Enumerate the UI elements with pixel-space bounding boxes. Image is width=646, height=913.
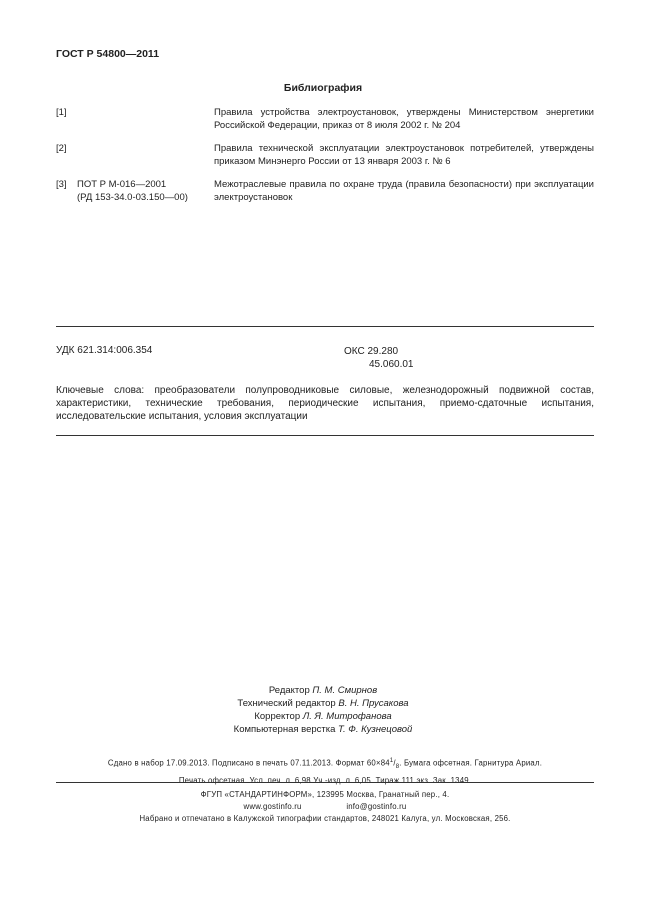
publisher-details (56, 789, 594, 825)
publication-line-1: Сдано в набор 17.09.2013. Подписано в печать 07.11.2013. Формат $60\times 84^1/_8$. Бумага офсетная. Гарнитура Ариал. (107, 758, 543, 771)
divider (56, 435, 594, 436)
bib-item-text: Правила устройства электроустановок, утверждены Министерством энергетики Российской Федерации, приказ от 8 июля 2002 г. № 204 (214, 107, 594, 131)
bib-item-number: [3] (56, 179, 67, 190)
credit-editor (0, 684, 646, 697)
credit-role: Редактор (268, 685, 310, 696)
credits-block (0, 684, 646, 736)
keywords: Ключевые слова: преобразователи полупроводниковые силовые, железнодорожный подвижной состав, характеристики, технические требования, периодические испытания, приемо-сдаточные испытания, исследовательские испытания, условия эксплуатации (56, 385, 594, 422)
publication-line-2: Печать офсетная. Усл. печ. л. 6,98 Уч.-изд. л. 6,05. Тираж 111 экз. Зак. 1349. (178, 776, 472, 786)
credit-name: Л. Я. Митрофанова (302, 711, 392, 722)
divider (56, 782, 594, 783)
bib-item-number: [1] (56, 107, 67, 118)
oks-code-1: ОКС 29.280 (344, 346, 399, 357)
bib-item-source-code: ПОТ Р М-016—2001 (77, 179, 167, 190)
bib-item-text: Правила технической эксплуатации электроустановок потребителей, утверждены приказом Минэнерго России от 13 января 2003 г. № 6 (214, 143, 594, 167)
credit-role: Технический редактор (237, 698, 336, 709)
format-denominator: 8 (395, 764, 400, 771)
format-numerator: 1 (389, 758, 394, 764)
credit-proofreader (0, 710, 646, 723)
credit-role: Компьютерная верстка (233, 724, 336, 735)
divider (56, 326, 594, 327)
credit-tech-editor (0, 697, 646, 710)
bib-item-number: [2] (56, 143, 67, 154)
publisher-line-3: Набрано и отпечатано в Калужской типографии стандартов, 248021 Калуга, ул. Московская, 256. (139, 814, 511, 823)
bibliography-title: Библиография (283, 82, 363, 94)
bib-item-text: Межотраслевые правила по охране труда (правила безопасности) при эксплуатации электроустановок (214, 179, 594, 203)
udk-code: УДК 621.314:006.354 (56, 345, 153, 356)
bib-item-source-code-alt: (РД 153-34.0-03.150—00) (77, 192, 188, 203)
bib-item-source (77, 178, 188, 204)
publication-text: Сдано в набор 17.09.2013. Подписано в печать 07.11.2013. Формат 60×84 (107, 758, 390, 768)
credit-role: Корректор (254, 711, 301, 722)
credit-name: В. Н. Прусакова (338, 698, 409, 709)
credit-name: П. М. Смирнов (312, 685, 378, 696)
publisher-contacts (56, 801, 594, 813)
credit-layout (0, 723, 646, 736)
oks-code-2: 45.060.01 (369, 359, 414, 370)
publication-text: . Бумага офсетная. Гарнитура Ариал. (399, 758, 543, 768)
oks-codes (344, 345, 414, 371)
publisher-email: info@gostinfo.ru (346, 802, 407, 811)
publisher-line-1: ФГУП «СТАНДАРТИНФОРМ», 123995 Москва, Гранатный пер., 4. (200, 790, 450, 799)
credit-name: Т. Ф. Кузнецовой (338, 724, 413, 735)
standard-number: ГОСТ Р 54800—2011 (56, 48, 160, 60)
publisher-website: www.gostinfo.ru (243, 802, 302, 811)
